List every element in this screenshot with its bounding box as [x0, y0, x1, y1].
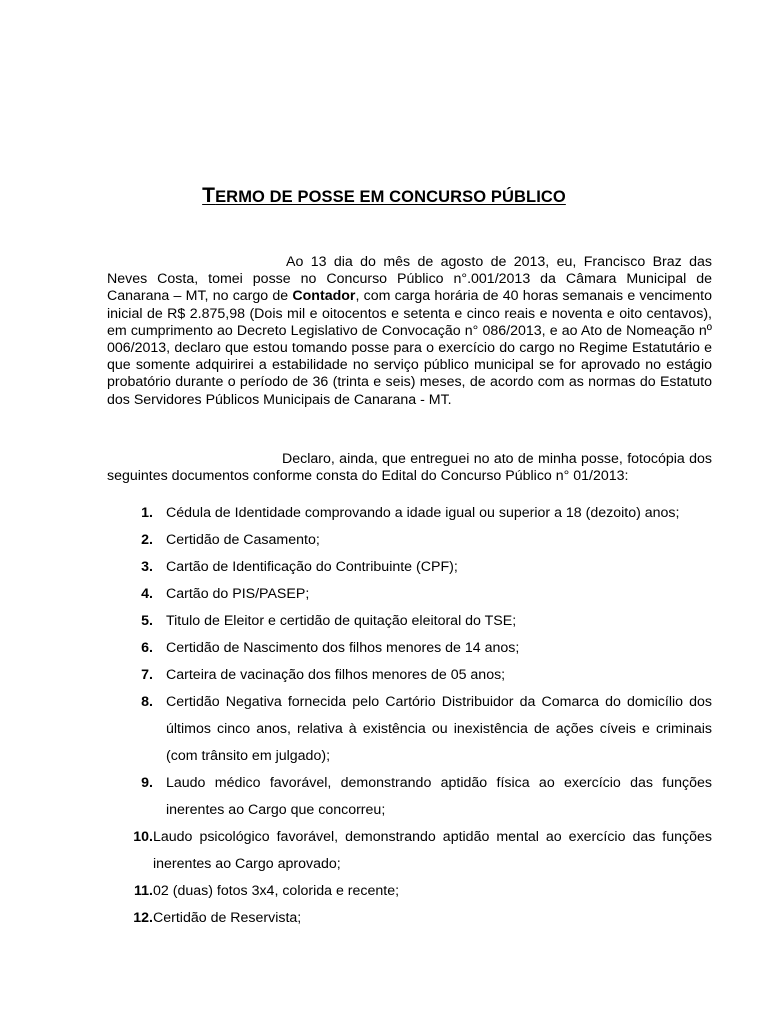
list-item	[107, 554, 712, 581]
list-item	[107, 824, 712, 878]
paragraph-documents-intro: Declaro, ainda, que entreguei no ato de minha posse, fotocópia dos seguintes documentos conforme consta do Edital do Concurso Público n° 01/2013:	[107, 451, 712, 485]
list-item	[107, 635, 712, 662]
paragraph1-cargo: Contador	[292, 288, 356, 305]
list-item-number: 12.	[133, 910, 153, 926]
list-item-number: 4.	[141, 586, 153, 602]
list-item-number: 9.	[141, 775, 153, 791]
list-item-text: Cédula de Identidade comprovando a idade igual ou superior a 18 (dezoito) anos;	[166, 505, 680, 521]
list-item-number: 8.	[141, 694, 153, 710]
documents-list	[107, 500, 712, 932]
list-item-text: Carteira de vacinação dos filhos menores de 05 anos;	[166, 667, 506, 683]
list-item-number: 5.	[141, 613, 153, 629]
list-item-text: Certidão de Nascimento dos filhos menores de 14 anos;	[166, 640, 520, 656]
list-item-number: 6.	[141, 640, 153, 656]
list-item-text: Certidão Negativa fornecida pelo Cartório Distribuidor da Comarca do domicílio dos últimos cinco anos, relativa à existência ou inexistência de ações cíveis e criminais (com trânsito em julgado);	[166, 694, 712, 764]
list-item	[107, 770, 712, 824]
list-item	[107, 581, 712, 608]
list-item	[107, 689, 712, 770]
list-item	[107, 527, 712, 554]
list-item-text: Titulo de Eleitor e certidão de quitação eleitoral do TSE;	[166, 613, 517, 629]
list-item-text: 02 (duas) fotos 3x4, colorida e recente;	[153, 883, 400, 899]
paragraph1-text-start: Ao 13 dia do mês de agosto de 2013, eu, Francisco Braz das Neves Costa, tomei posse no Concurso Público n°.001/2013 da Câmara Municipal de Canarana – MT, no cargo de	[107, 254, 712, 305]
list-item-text: Certidão de Reservista;	[153, 910, 302, 926]
list-item	[107, 608, 712, 635]
list-item-number: 1.	[141, 505, 153, 521]
list-item-number: 3.	[141, 559, 153, 575]
paragraph-declaration	[107, 254, 712, 409]
document-title	[0, 184, 768, 208]
paragraph1-text-end: , com carga horária de 40 horas semanais e vencimento inicial de R$ 2.875,98 (Dois mil e oitocentos e setenta e cinco reais e noventa e oito centavos), em cumprimento ao Decreto Legislativo de Convocação n° 086/2013, e ao Ato de Nomeação nº 006/2013, declaro que estou tomando posse para o exercício do cargo no Regime Estatutário e que somente adquirirei a estabilidade no serviço público municipal se for aprovado no estágio probatório durante o período de 36 (trinta e seis) meses, de acordo com as normas do Estatuto dos Servidores Públicos Municipais de Canarana - MT.	[107, 288, 712, 408]
list-item-number: 10.	[133, 829, 153, 845]
title-first-letter: T	[202, 184, 216, 207]
list-item-text: Cartão de Identificação do Contribuinte (CPF);	[166, 559, 458, 575]
list-item	[107, 500, 712, 527]
list-item-number: 11.	[134, 883, 153, 899]
list-item	[107, 905, 712, 932]
list-item	[107, 878, 712, 905]
list-item-text: Laudo médico favorável, demonstrando aptidão física ao exercício das funções inerentes ao Cargo que concorreu;	[166, 775, 712, 818]
list-item	[107, 662, 712, 689]
list-item-text: Cartão do PIS/PASEP;	[166, 586, 310, 602]
list-item-text: Certidão de Casamento;	[166, 532, 320, 548]
list-item-number: 7.	[141, 667, 153, 683]
title-rest: ERMO DE POSSE EM CONCURSO PÚBLICO	[215, 188, 566, 206]
list-item-text: Laudo psicológico favorável, demonstrando aptidão mental ao exercício das funções inerentes ao Cargo aprovado;	[153, 829, 712, 872]
list-item-number: 2.	[141, 532, 153, 548]
